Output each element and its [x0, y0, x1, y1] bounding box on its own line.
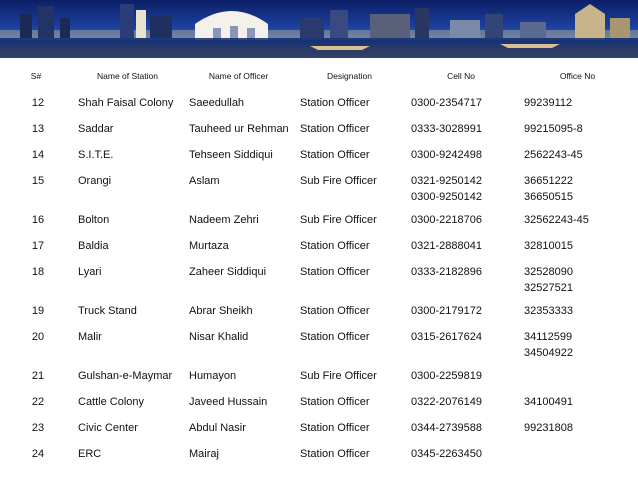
cell-phone-line: 0300-9250142: [411, 191, 482, 203]
cell-office-line: 32353333: [524, 305, 573, 317]
cell-office: [517, 257, 638, 296]
cell-officer: Abrar Sheikh: [189, 305, 253, 317]
cell-officer: Javeed Hussain: [189, 396, 268, 408]
table-row: [0, 205, 638, 231]
fire-station-table: [0, 64, 638, 465]
header-cell: Cell No: [447, 71, 475, 81]
cell-sn: 20: [31, 331, 45, 343]
cell-phone-line: 0344-2739588: [411, 422, 482, 434]
cell-officer: Mairaj: [189, 448, 219, 460]
cell-designation: Station Officer: [300, 149, 370, 161]
table-row: [0, 296, 638, 322]
cell-designation: Station Officer: [300, 331, 370, 343]
cell-officer: Murtaza: [189, 240, 229, 252]
cell-officer: Abdul Nasir: [189, 422, 246, 434]
cell-office-line: 2562243-45: [524, 149, 583, 161]
cell-phone: [405, 387, 517, 413]
cell-phone: [405, 140, 517, 166]
table-body: [0, 88, 638, 465]
cell-designation: Station Officer: [300, 266, 370, 278]
table-row: [0, 88, 638, 114]
cell-phone-line: 0315-2617624: [411, 331, 482, 343]
cell-phone-line: 0333-3028991: [411, 123, 482, 135]
cell-phone-line: 0321-9250142: [411, 175, 482, 187]
cell-office: [517, 114, 638, 140]
cell-phone-line: 0300-2259819: [411, 370, 482, 382]
cell-phone-line: 0321-2888041: [411, 240, 482, 252]
cell-designation: Sub Fire Officer: [300, 370, 377, 382]
cell-officer: Nisar Khalid: [189, 331, 249, 343]
cell-office-line: 99215095-8: [524, 123, 583, 135]
cell-office-line: 36651222: [524, 175, 573, 187]
table-row: [0, 322, 638, 361]
cell-sn: 21: [31, 370, 45, 382]
cell-station: Saddar: [78, 123, 114, 135]
cell-office: [517, 387, 638, 413]
cell-designation: Station Officer: [300, 448, 370, 460]
cell-sn: 22: [31, 396, 45, 408]
cell-phone-line: 0300-2354717: [411, 97, 482, 109]
cell-phone-line: 0322-2076149: [411, 396, 482, 408]
cell-phone: [405, 231, 517, 257]
cell-designation: Station Officer: [300, 97, 370, 109]
table-row: [0, 257, 638, 296]
cell-station: S.I.T.E.: [78, 149, 114, 161]
cell-sn: 16: [31, 214, 45, 226]
cell-designation: Station Officer: [300, 123, 370, 135]
cell-designation: Station Officer: [300, 305, 370, 317]
header-officer: Name of Officer: [208, 71, 269, 81]
cell-officer: Humayon: [189, 370, 237, 382]
cell-office: [517, 296, 638, 322]
cell-officer: Zaheer Siddiqui: [189, 266, 267, 278]
header-station: Name of Station: [97, 71, 158, 81]
cell-sn: 13: [31, 123, 45, 135]
cell-office-line: 32528090: [524, 266, 573, 278]
cell-office-line: 34504922: [524, 347, 573, 359]
cell-office-line: 32562243-45: [524, 214, 589, 226]
table-row: [0, 361, 638, 387]
cell-designation: Station Officer: [300, 396, 370, 408]
cell-office-line: 34112599: [524, 331, 573, 343]
cell-office-line: 32810015: [524, 240, 573, 252]
cell-officer: Saeedullah: [189, 97, 245, 109]
cell-office-line: 34100491: [524, 396, 573, 408]
cell-phone: [405, 205, 517, 231]
cell-sn: 24: [31, 448, 45, 460]
cell-office: [517, 140, 638, 166]
cell-phone: [405, 257, 517, 296]
cell-designation: Sub Fire Officer: [300, 175, 377, 187]
cell-office-line: 36650515: [524, 191, 573, 203]
cell-office-line: 99239112: [524, 97, 573, 109]
cell-station: Lyari: [78, 266, 102, 278]
table-row: [0, 231, 638, 257]
cell-station: Gulshan-e-Maymar: [78, 370, 173, 382]
cell-sn: 14: [31, 149, 45, 161]
header-designation: Designation: [327, 71, 372, 81]
cell-station: Civic Center: [78, 422, 138, 434]
cell-phone-line: 0300-9242498: [411, 149, 482, 161]
cell-officer: Tauheed ur Rehman: [189, 123, 289, 135]
cell-office: [517, 88, 638, 114]
cell-sn: 15: [31, 175, 45, 187]
cell-sn: 19: [31, 305, 45, 317]
cell-office: [517, 231, 638, 257]
cell-phone: [405, 439, 517, 465]
cell-designation: Station Officer: [300, 240, 370, 252]
cell-officer: Nadeem Zehri: [189, 214, 259, 226]
cell-sn: 23: [31, 422, 45, 434]
table-row: [0, 166, 638, 205]
cell-phone: [405, 166, 517, 205]
cell-station: Cattle Colony: [78, 396, 145, 408]
header-sn: S#: [30, 71, 42, 81]
table-row: [0, 114, 638, 140]
city-skyline-banner: [0, 0, 638, 58]
cell-station: Bolton: [78, 214, 110, 226]
cell-office: [517, 361, 638, 387]
cell-office: [517, 413, 638, 439]
cell-phone-line: 0300-2179172: [411, 305, 482, 317]
cell-office: [517, 166, 638, 205]
table-header-row: [0, 64, 638, 88]
cell-office: [517, 205, 638, 231]
cell-station: Truck Stand: [78, 305, 137, 317]
cell-designation: Station Officer: [300, 422, 370, 434]
cell-office-line: 32527521: [524, 282, 573, 294]
cell-officer: Tehseen Siddiqui: [189, 149, 273, 161]
cell-phone: [405, 296, 517, 322]
cell-phone: [405, 322, 517, 361]
cell-phone-line: 0345-2263450: [411, 448, 482, 460]
cell-station: Baldia: [78, 240, 109, 252]
cell-phone-line: 0333-2182896: [411, 266, 482, 278]
cell-sn: 17: [31, 240, 45, 252]
cell-station: Malir: [78, 331, 102, 343]
cell-officer: Aslam: [189, 175, 220, 187]
cell-phone: [405, 88, 517, 114]
cell-office: [517, 439, 638, 465]
cell-sn: 12: [31, 97, 45, 109]
cell-station: ERC: [78, 448, 102, 460]
header-office: Office No: [559, 71, 596, 81]
skyline-illustration: [0, 0, 638, 58]
cell-phone-line: 0300-2218706: [411, 214, 482, 226]
cell-phone: [405, 114, 517, 140]
table-row: [0, 140, 638, 166]
cell-office-line: 99231808: [524, 422, 573, 434]
cell-station: Orangi: [78, 175, 112, 187]
table-row: [0, 387, 638, 413]
cell-phone: [405, 413, 517, 439]
table-row: [0, 439, 638, 465]
cell-office: [517, 322, 638, 361]
cell-phone: [405, 361, 517, 387]
table-row: [0, 413, 638, 439]
cell-sn: 18: [31, 266, 45, 278]
cell-designation: Sub Fire Officer: [300, 214, 377, 226]
cell-station: Shah Faisal Colony: [78, 97, 174, 109]
